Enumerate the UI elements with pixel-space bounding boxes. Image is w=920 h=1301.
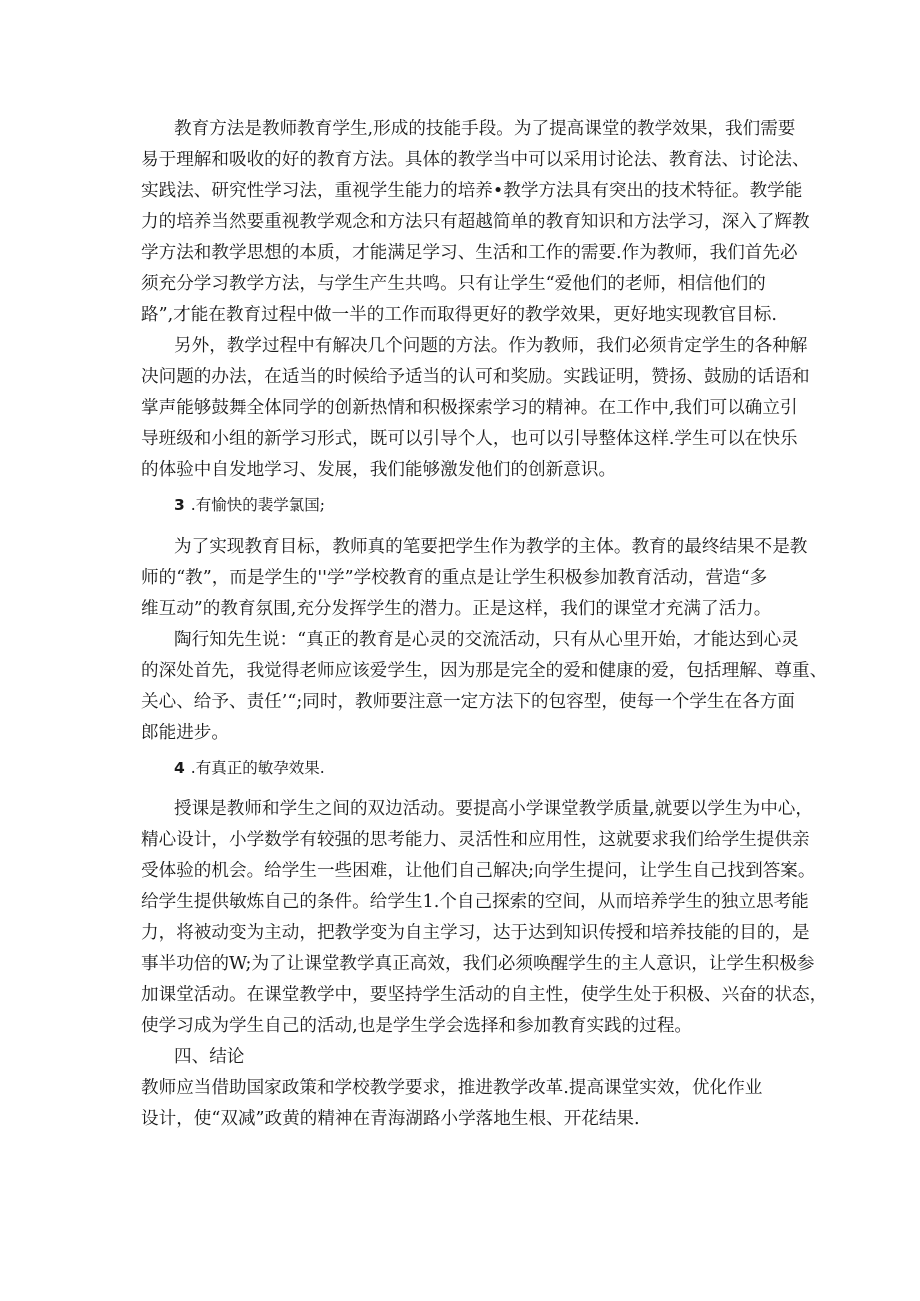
- paragraph-2-line-4: 导班级和小组的新学习形式，既可以引导个人，也可以引导整体这样.学生可以在快乐: [141, 429, 798, 449]
- paragraph-3-line-1: 为了实现教育目标，教师真的笔要把学生作为教学的主体。教育的最终结果不是教: [174, 537, 808, 557]
- paragraph-4-line-3: 关心、给予、责任’“;同时，教师要注意一定方法下的包容型，使每一个学生在各方面: [141, 692, 795, 712]
- conclusion-line-2: 设计，使“双减”政黄的精神在青海湖路小学落地生根、开花结果.: [141, 1109, 640, 1129]
- heading-3-number: 3: [174, 496, 185, 514]
- paragraph-5-line-8: 使学习成为学生自己的活动,也是学生学会选择和参加教育实践的过程。: [141, 1016, 693, 1036]
- heading-4-number: 4: [174, 759, 185, 777]
- paragraph-2-line-5: 的体验中自发地学习、发展，我们能够激发他们的创新意识。: [141, 460, 617, 480]
- heading-4-text: .有真正的敏孕效果.: [190, 759, 325, 777]
- paragraph-5-line-5: 力，将被动变为主动，把教学变为自主学习，达于达到知识传授和培养技能的目的，是: [141, 923, 810, 943]
- paragraph-1-line-1: 教育方法是教师教育学生,形成的技能手段。为了提高课堂的教学效果，我们需要: [174, 119, 796, 139]
- paragraph-1-line-5: 学方法和教学思想的本质，才能满足学习、生活和工作的需要.作为教师，我们首先必: [141, 243, 798, 263]
- paragraph-4-line-2: 的深处首先，我觉得老师应该爱学生，因为那是完全的爱和健康的爱，包括理解、尊重、: [141, 661, 828, 681]
- paragraph-2-line-2: 决问题的办法，在适当的时候给予适当的认可和奖励。实践证明，赞扬、鼓励的话语和: [141, 367, 810, 387]
- heading-3-text: .有愉快的裴学氯国;: [190, 496, 325, 514]
- paragraph-5-line-4: 给学生提供敏炼自己的条件。给学生1.个自己探索的空间，从而培养学生的独立思考能: [141, 892, 809, 912]
- section-heading-4: [174, 757, 325, 779]
- paragraph-5-line-3: 受体验的机会。给学生一些困难，让他们自己解决;向学生提问，让学生自己找到答案。: [141, 861, 816, 881]
- conclusion-line-1: 教师应当借助国家政策和学校教学要求，推进教学改革.提高课堂实效，优化作业: [141, 1078, 763, 1098]
- paragraph-5-line-7: 加课堂活动。在课堂教学中，要坚持学生活动的自主性，使学生处于积极、兴奋的状态，: [141, 985, 828, 1005]
- paragraph-1-line-3: 实践法、研究性学习法，重视学生能力的培养•教学方法具有突出的技术特征。教学能: [141, 181, 803, 201]
- section-heading-3: [174, 494, 325, 516]
- paragraph-5-line-2: 精心设计，小学数学有较强的思考能力、灵活性和应用性，这就要求我们给学生提供亲: [141, 830, 810, 850]
- paragraph-2-line-3: 掌声能够鼓舞全体同学的创新热情和积极探索学习的精神。在工作中,我们可以确立引: [141, 398, 798, 418]
- paragraph-1-line-4: 力的培养当然要重视教学观念和方法只有超越简单的教育知识和方法学习，深入了辉教: [141, 212, 810, 232]
- paragraph-4-line-1: 陶行知先生说：“真正的教育是心灵的交流活动，只有从心里开始，才能达到心灵: [174, 630, 799, 650]
- paragraph-2-line-1: 另外，教学过程中有解决几个问题的方法。作为教师，我们必须肯定学生的各种解: [174, 336, 808, 356]
- paragraph-5-line-6: 事半功倍的W;为了让课堂教学真正高效，我们必须唤醒学生的主人意识，让学生积极参: [141, 954, 815, 974]
- paragraph-3-line-2: 师的“教”，而是学生的''学”学校教育的重点是让学生积极参加教育活动，营造“多: [141, 568, 768, 588]
- paragraph-5-line-1: 授课是教师和学生之间的双边活动。要提高小学课堂教学质量,就要以学生为中心，: [174, 799, 813, 819]
- paragraph-1-line-2: 易于理解和吸收的好的教育方法。具体的教学当中可以采用讨论法、教育法、讨论法、: [141, 150, 810, 170]
- paragraph-1-line-7: 路”,才能在教育过程中做一半的工作而取得更好的教学效果，更好地实现教官目标.: [141, 305, 777, 325]
- paragraph-1-line-6: 须充分学习教学方法，与学生产生共鸣。只有让学生“爱他们的老师，相信他们的: [141, 274, 766, 294]
- section-four-title: 四、结论: [174, 1047, 245, 1067]
- paragraph-3-line-3: 维互动”的教育氛围,充分发挥学生的潜力。正是这样，我们的课堂才充满了活力。: [141, 599, 772, 619]
- paragraph-4-line-4: 郎能进步。: [141, 723, 229, 743]
